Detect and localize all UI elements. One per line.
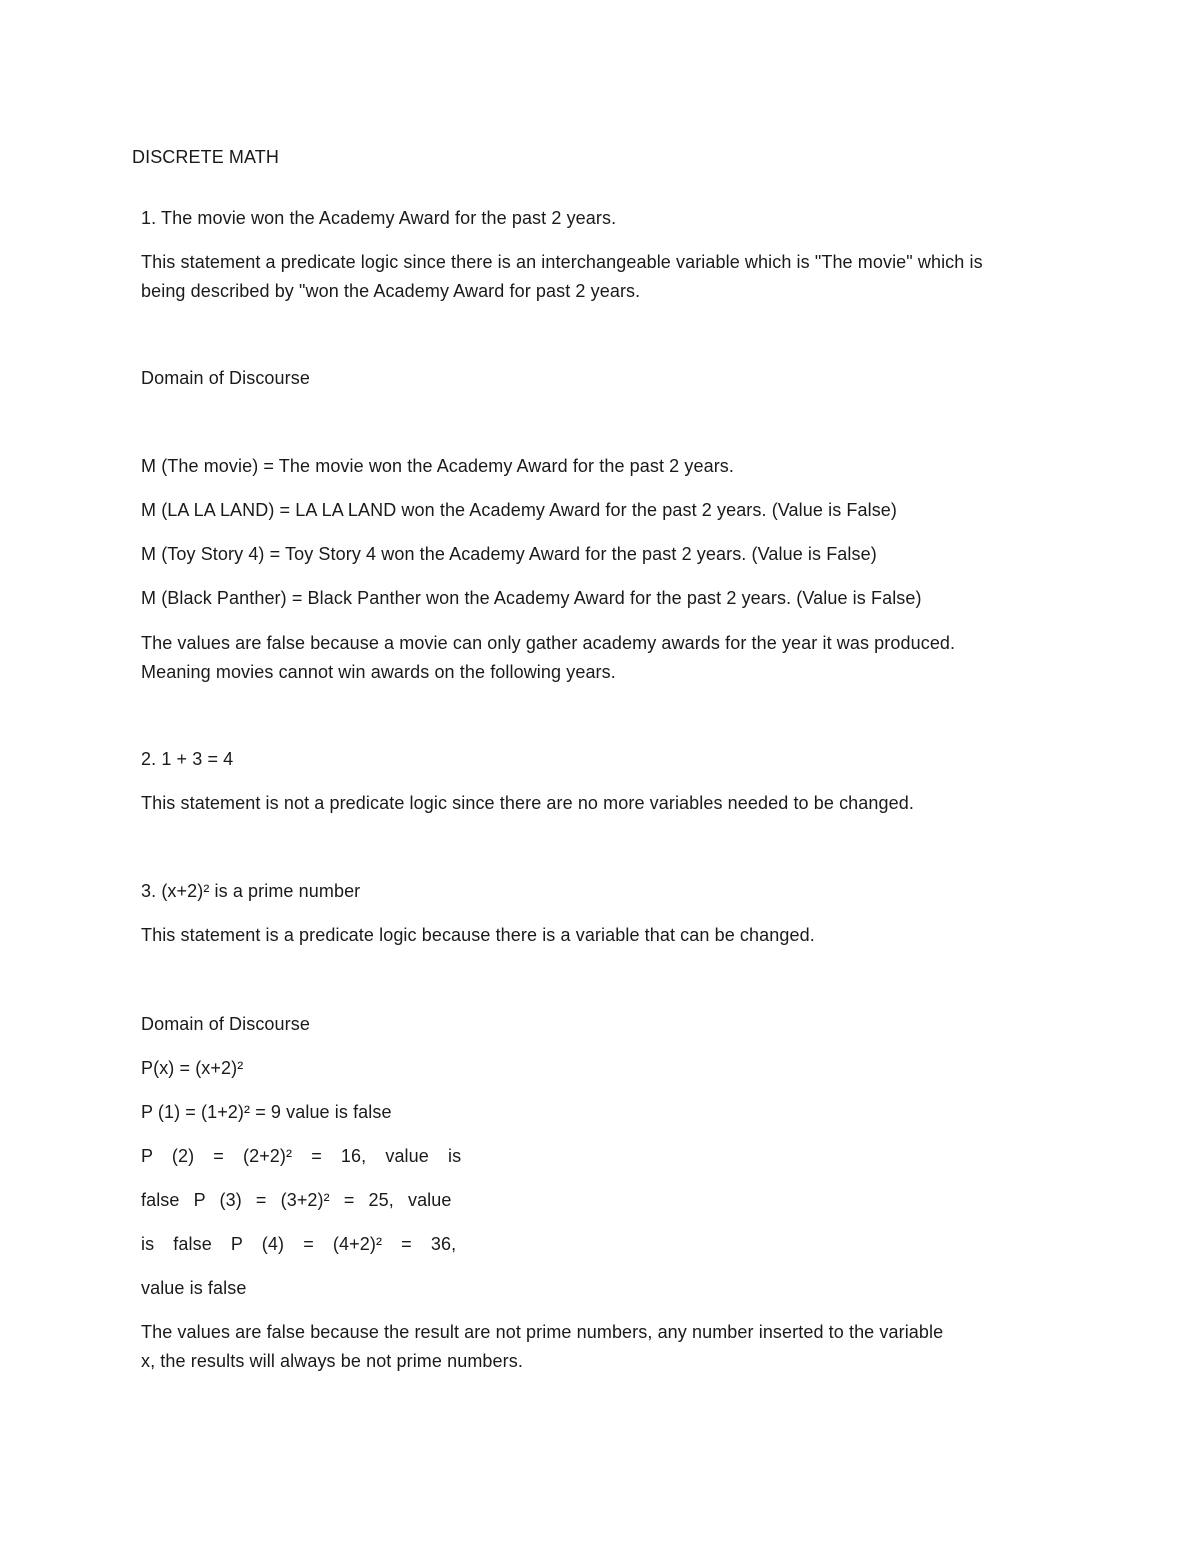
q3-line-6: value is false bbox=[141, 1278, 247, 1298]
q3-conclusion-line-2: x, the results will always be not prime numbers. bbox=[141, 1351, 523, 1371]
q3-statement: 3. (x+2)² is a prime number bbox=[141, 881, 361, 901]
q1-conclusion-line-1: The values are false because a movie can only gather academy awards for the year it was produced. bbox=[141, 633, 956, 653]
q1-example-4: M (Black Panther) = Black Panther won the Academy Award for the past 2 years. (Value is False) bbox=[141, 588, 922, 608]
q2-statement: 2. 1 + 3 = 4 bbox=[141, 749, 234, 769]
q2-explanation: This statement is not a predicate logic since there are no more variables needed to be changed. bbox=[141, 793, 914, 813]
q3-conclusion-line-1: The values are false because the result are not prime numbers, any number inserted to the variable bbox=[141, 1322, 944, 1342]
q3-line-2: P (1) = (1+2)² = 9 value is false bbox=[141, 1102, 392, 1122]
q3-line-3: P (2) = (2+2)² = 16, value is bbox=[141, 1146, 462, 1166]
document-title: DISCRETE MATH bbox=[132, 147, 279, 167]
q1-example-2: M (LA LA LAND) = LA LA LAND won the Academy Award for the past 2 years. (Value is False) bbox=[141, 500, 898, 520]
q3-explanation: This statement is a predicate logic because there is a variable that can be changed. bbox=[141, 925, 815, 945]
q1-conclusion-line-2: Meaning movies cannot win awards on the following years. bbox=[141, 662, 616, 682]
q1-example-3: M (Toy Story 4) = Toy Story 4 won the Academy Award for the past 2 years. (Value is False) bbox=[141, 544, 877, 564]
q1-domain-heading: Domain of Discourse bbox=[141, 368, 310, 388]
q3-line-4: false P (3) = (3+2)² = 25, value bbox=[141, 1190, 452, 1210]
q1-explanation-line-1: This statement a predicate logic since there is an interchangeable variable which is "The movie" which is bbox=[141, 252, 983, 272]
q3-line-1: P(x) = (x+2)² bbox=[141, 1058, 244, 1078]
q1-explanation-line-2: being described by "won the Academy Award for past 2 years. bbox=[141, 281, 641, 301]
q3-line-5: is false P (4) = (4+2)² = 36, bbox=[141, 1234, 457, 1254]
q3-domain-heading: Domain of Discourse bbox=[141, 1014, 310, 1034]
q1-statement: 1. The movie won the Academy Award for the past 2 years. bbox=[141, 208, 617, 228]
q1-example-1: M (The movie) = The movie won the Academy Award for the past 2 years. bbox=[141, 456, 735, 476]
